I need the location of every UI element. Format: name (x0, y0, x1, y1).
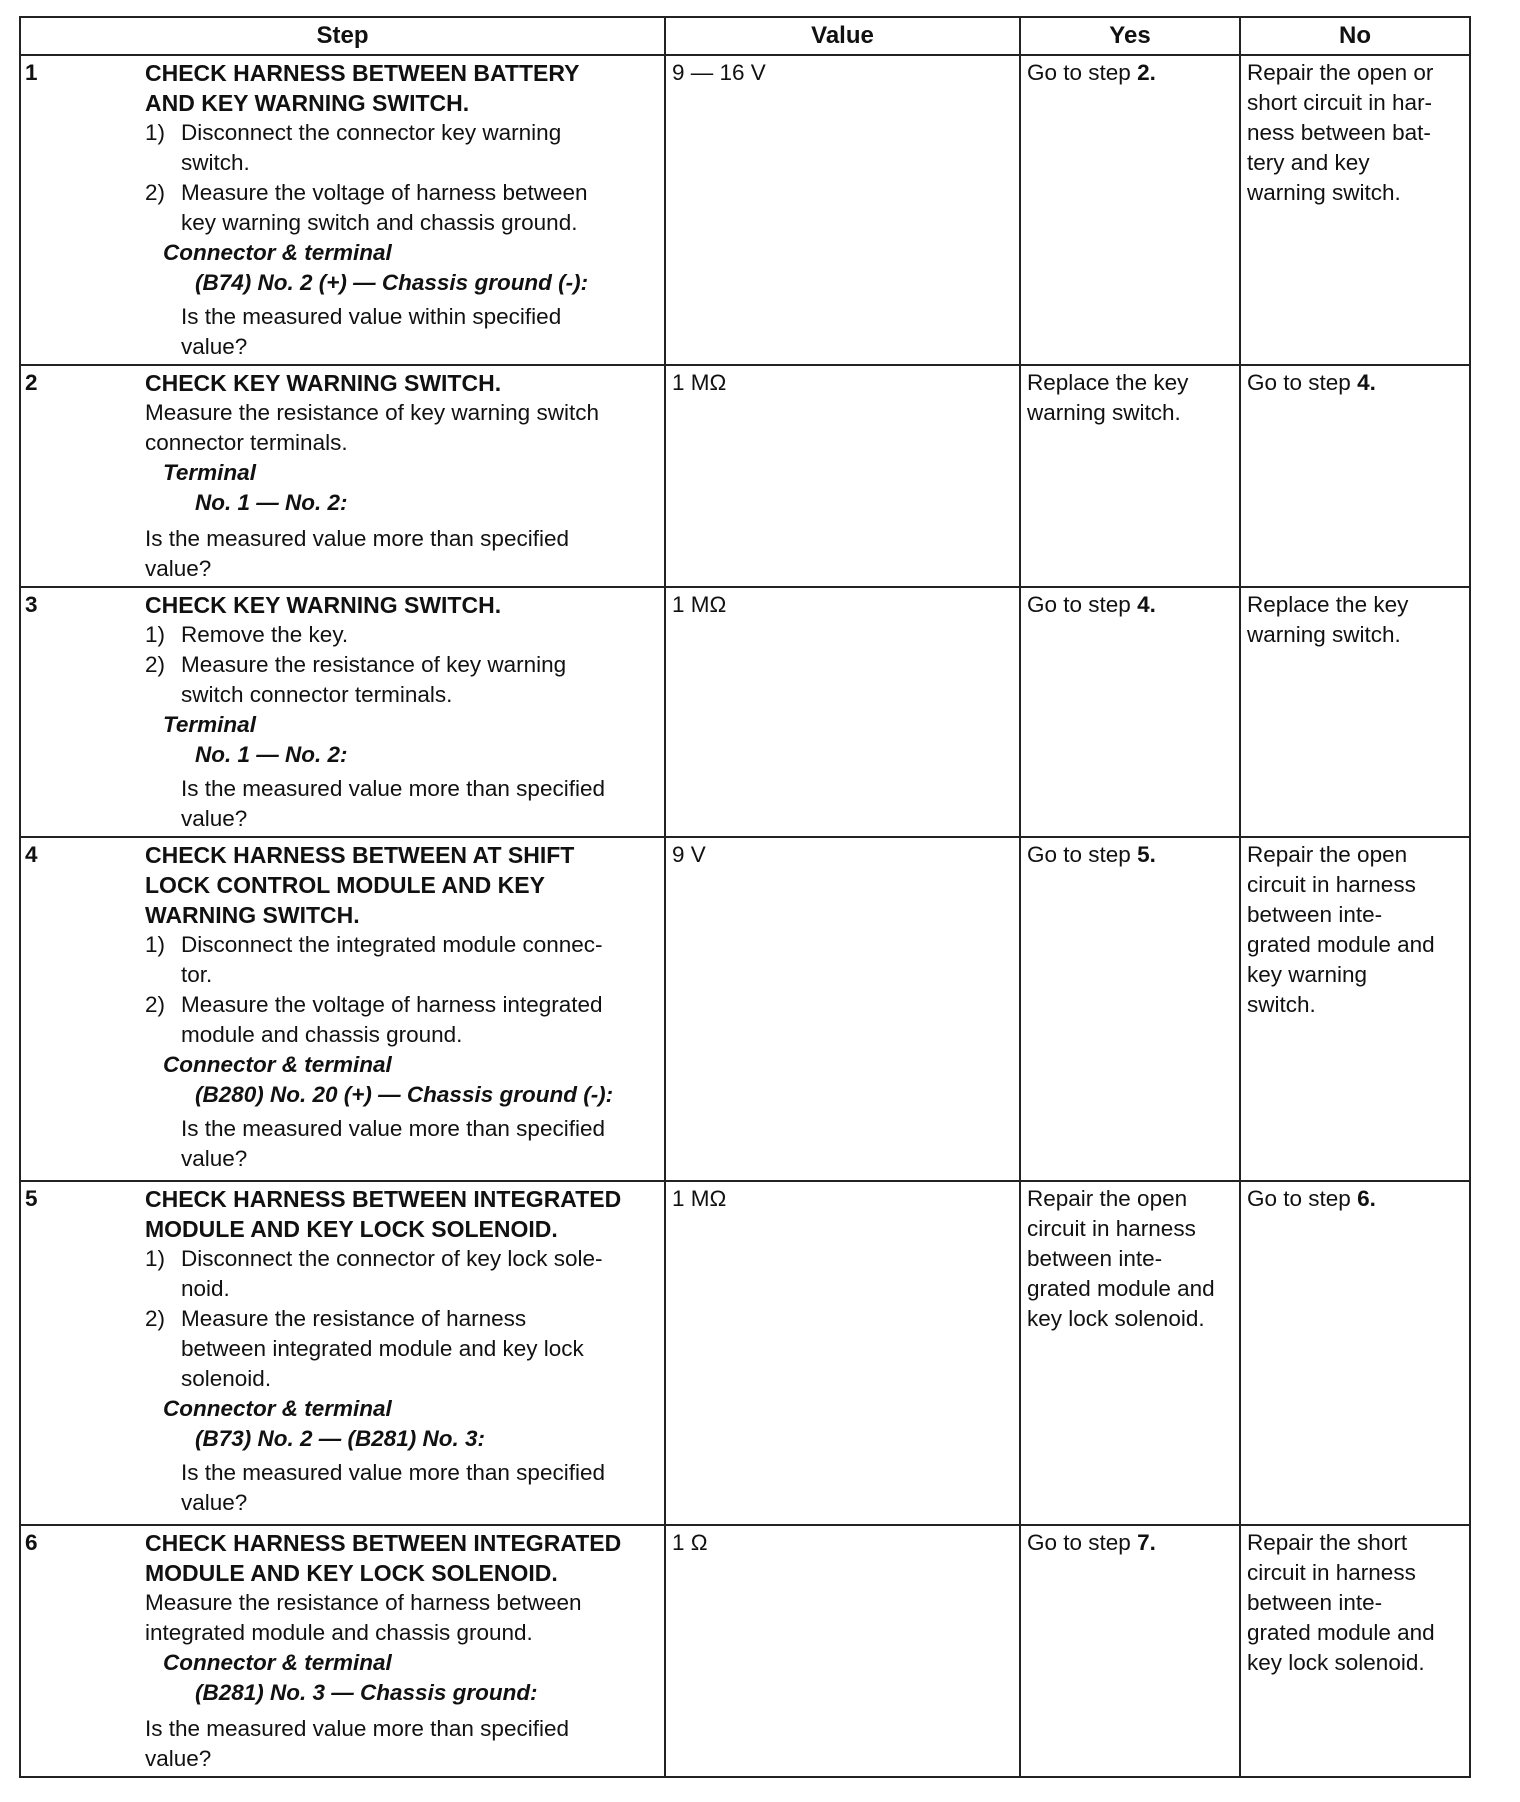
no-line: circuit in harness (1247, 872, 1416, 897)
step-cell (20, 1181, 665, 1525)
step-number: 1 (25, 60, 38, 85)
step-title: MODULE AND KEY LOCK SOLENOID. (145, 1560, 558, 1586)
substep-text: Measure the voltage of harness between (181, 180, 588, 205)
header-step: Step (20, 17, 665, 55)
step-title: CHECK HARNESS BETWEEN BATTERY (145, 60, 580, 86)
spec-terminal: No. 1 — No. 2: (195, 742, 348, 767)
spec-terminal: (B281) No. 3 — Chassis ground: (195, 1680, 538, 1705)
step-number: 5 (25, 1186, 38, 1211)
no-line: tery and key (1247, 150, 1370, 175)
substep-text: Disconnect the connector key warning (181, 120, 562, 145)
yes-cell (1020, 1525, 1240, 1777)
step-body: Measure the resistance of harness between (145, 1590, 582, 1615)
question-continued: value? (145, 1746, 212, 1771)
header-row (20, 17, 1470, 55)
value-cell: 1 MΩ (665, 365, 1020, 587)
spec-label: Connector & terminal (163, 1650, 392, 1675)
yes-step-ref: 4. (1137, 592, 1156, 617)
substep (145, 990, 658, 1020)
step-cell (20, 365, 665, 587)
step-cell (20, 837, 665, 1181)
yes-text: Go to step (1027, 60, 1138, 85)
yes-cell (1020, 365, 1240, 587)
yes-text: Go to step (1027, 592, 1138, 617)
no-cell (1240, 55, 1470, 365)
header-no: No (1240, 17, 1470, 55)
no-line: between inte- (1247, 902, 1383, 927)
substep-text: Remove the key. (181, 622, 349, 647)
question-continued: value? (181, 806, 248, 831)
step-title: WARNING SWITCH. (145, 902, 360, 928)
table-row (20, 587, 1470, 837)
substep (145, 930, 658, 960)
substep (145, 1244, 658, 1274)
step-title: MODULE AND KEY LOCK SOLENOID. (145, 1216, 558, 1242)
question: Is the measured value more than specified (181, 1116, 605, 1141)
no-line: switch. (1247, 992, 1316, 1017)
substep-number: 2) (145, 180, 166, 205)
substep-continued: key warning switch and chassis ground. (181, 210, 578, 235)
no-step-ref: 4. (1357, 370, 1376, 395)
no-cell (1240, 587, 1470, 837)
question: Is the measured value more than specified (181, 1460, 605, 1485)
no-line: short circuit in har- (1247, 90, 1433, 115)
substep-text: Disconnect the connector of key lock sole- (181, 1246, 603, 1271)
table-row (20, 55, 1470, 365)
substep-number: 2) (145, 652, 166, 677)
no-line: circuit in harness (1247, 1560, 1416, 1585)
no-line: Repair the open (1247, 842, 1408, 867)
spec-label: Terminal (163, 712, 256, 737)
no-line: Repair the open or (1247, 60, 1434, 85)
step-title: CHECK KEY WARNING SWITCH. (145, 370, 502, 396)
value-cell: 1 Ω (665, 1525, 1020, 1777)
step-title: CHECK HARNESS BETWEEN INTEGRATED (145, 1186, 622, 1212)
yes-line: grated module and (1027, 1276, 1215, 1301)
substep (145, 650, 658, 680)
spec-terminal: (B74) No. 2 (+) — Chassis ground (-): (195, 270, 589, 295)
value-cell: 9 V (665, 837, 1020, 1181)
substep-continued: between integrated module and key lock (181, 1336, 584, 1361)
yes-line: Replace the key (1027, 370, 1189, 395)
substep-number: 1) (145, 1246, 166, 1271)
spec-label: Connector & terminal (163, 1052, 392, 1077)
no-line: Replace the key (1247, 592, 1409, 617)
step-title: CHECK HARNESS BETWEEN AT SHIFT (145, 842, 575, 868)
yes-text: Go to step (1027, 842, 1138, 867)
substep (145, 1304, 658, 1334)
no-line: grated module and (1247, 1620, 1435, 1645)
no-text: Go to step (1247, 370, 1358, 395)
spec-terminal: (B280) No. 20 (+) — Chassis ground (-): (195, 1082, 614, 1107)
yes-line: warning switch. (1027, 400, 1181, 425)
spec-terminal: No. 1 — No. 2: (195, 490, 348, 515)
yes-line: circuit in harness (1027, 1216, 1196, 1241)
table-row (20, 1525, 1470, 1777)
spec-label: Connector & terminal (163, 1396, 392, 1421)
table-row (20, 365, 1470, 587)
substep-number: 1) (145, 622, 166, 647)
substep (145, 620, 658, 650)
question: Is the measured value more than specified (181, 776, 605, 801)
no-line: key warning (1247, 962, 1368, 987)
substep-text: Disconnect the integrated module connec- (181, 932, 603, 957)
substep-continued: switch. (181, 150, 250, 175)
yes-cell (1020, 587, 1240, 837)
yes-cell (1020, 1181, 1240, 1525)
spec-label: Terminal (163, 460, 256, 485)
question-continued: value? (181, 1490, 248, 1515)
step-cell (20, 587, 665, 837)
yes-cell (1020, 55, 1240, 365)
step-body: integrated module and chassis ground. (145, 1620, 533, 1645)
table-row (20, 1181, 1470, 1525)
no-cell (1240, 837, 1470, 1181)
substep-continued: tor. (181, 962, 213, 987)
step-title: AND KEY WARNING SWITCH. (145, 90, 470, 116)
header-value: Value (665, 17, 1020, 55)
substep-text: Measure the resistance of harness (181, 1306, 527, 1331)
no-cell (1240, 365, 1470, 587)
step-title: CHECK HARNESS BETWEEN INTEGRATED (145, 1530, 622, 1556)
yes-step-ref: 2. (1137, 60, 1156, 85)
question-continued: value? (181, 1146, 248, 1171)
yes-text: Go to step (1027, 1530, 1138, 1555)
question-continued: value? (145, 556, 212, 581)
yes-cell (1020, 837, 1240, 1181)
step-body: Measure the resistance of key warning switch (145, 400, 599, 425)
question: Is the measured value within specified (181, 304, 562, 329)
header-yes: Yes (1020, 17, 1240, 55)
question-continued: value? (181, 334, 248, 359)
step-number: 6 (25, 1530, 38, 1555)
spec-terminal: (B73) No. 2 — (B281) No. 3: (195, 1426, 486, 1451)
no-line: warning switch. (1247, 180, 1401, 205)
diagnostic-table (19, 16, 1471, 1778)
substep-continued: solenoid. (181, 1366, 272, 1391)
table-row (20, 837, 1470, 1181)
no-cell (1240, 1181, 1470, 1525)
step-cell (20, 55, 665, 365)
no-line: grated module and (1247, 932, 1435, 957)
yes-line: key lock solenoid. (1027, 1306, 1205, 1331)
step-body: connector terminals. (145, 430, 348, 455)
substep (145, 178, 658, 208)
yes-line: Repair the open (1027, 1186, 1188, 1211)
step-number: 3 (25, 592, 38, 617)
no-text: Go to step (1247, 1186, 1358, 1211)
question: Is the measured value more than specified (145, 526, 569, 551)
step-cell (20, 1525, 665, 1777)
substep-number: 2) (145, 1306, 166, 1331)
no-line: Repair the short (1247, 1530, 1408, 1555)
substep-text: Measure the voltage of harness integrated (181, 992, 603, 1017)
step-title: LOCK CONTROL MODULE AND KEY (145, 872, 545, 898)
no-line: warning switch. (1247, 622, 1401, 647)
substep-continued: switch connector terminals. (181, 682, 453, 707)
no-line: key lock solenoid. (1247, 1650, 1425, 1675)
value-cell: 1 MΩ (665, 1181, 1020, 1525)
value-cell: 9 — 16 V (665, 55, 1020, 365)
yes-step-ref: 5. (1137, 842, 1156, 867)
step-number: 4 (25, 842, 38, 867)
substep-text: Measure the resistance of key warning (181, 652, 567, 677)
step-number: 2 (25, 370, 38, 395)
substep-number: 2) (145, 992, 166, 1017)
substep-continued: noid. (181, 1276, 230, 1301)
no-cell (1240, 1525, 1470, 1777)
no-line: between inte- (1247, 1590, 1383, 1615)
substep-number: 1) (145, 120, 166, 145)
no-line: ness between bat- (1247, 120, 1431, 145)
value-cell: 1 MΩ (665, 587, 1020, 837)
substep-continued: module and chassis ground. (181, 1022, 463, 1047)
substep-number: 1) (145, 932, 166, 957)
step-title: CHECK KEY WARNING SWITCH. (145, 592, 502, 618)
question: Is the measured value more than specified (145, 1716, 569, 1741)
substep (145, 118, 658, 148)
no-step-ref: 6. (1357, 1186, 1376, 1211)
yes-step-ref: 7. (1137, 1530, 1156, 1555)
spec-label: Connector & terminal (163, 240, 392, 265)
yes-line: between inte- (1027, 1246, 1163, 1271)
